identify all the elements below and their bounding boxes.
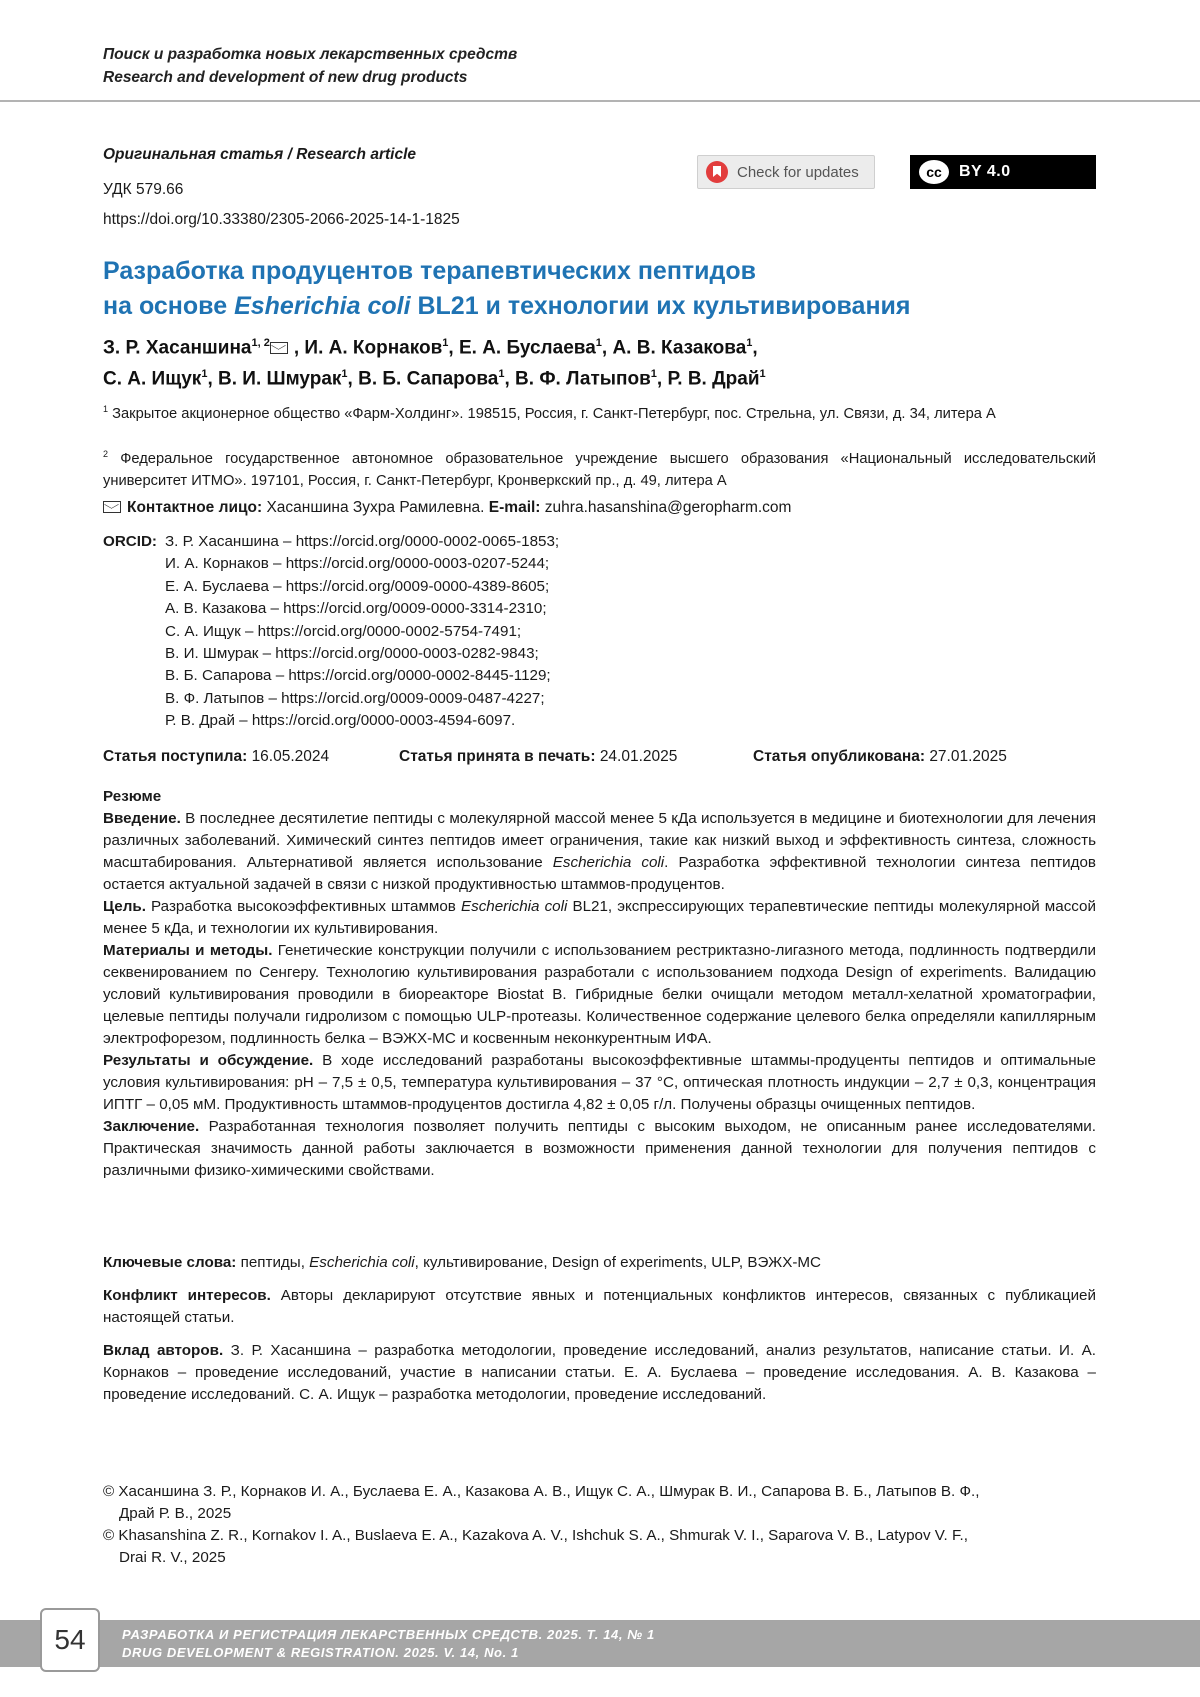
running-header xyxy=(103,43,517,89)
envelope-icon xyxy=(270,342,288,354)
abstract-conclusion xyxy=(103,1116,1096,1182)
author-list xyxy=(103,330,766,393)
section-text: В последнее десятилетие пептиды с молекулярной массой менее 5 кДа используется в медицине и биотехнологии для лечения различных заболеваний. Химический синтез пептидов имеет ограничения, такие как низкий выход и эффективность синтеза, сложность масштабирования. Альтернативой является использование xyxy=(103,810,1096,871)
affiliation-sup: 2 xyxy=(103,449,109,459)
contact-email[interactable]: zuhra.hasanshina@geropharm.com xyxy=(544,499,792,516)
author-contribution xyxy=(103,1340,1096,1406)
affiliation-1 xyxy=(103,398,1096,425)
section-label: Материалы и методы. xyxy=(103,942,273,959)
cc-license-badge[interactable] xyxy=(910,155,1096,189)
species-name: Escherichia coli xyxy=(309,1254,415,1271)
author-name: В. Б. Сапарова xyxy=(358,368,499,390)
orcid-entry[interactable]: Р. В. Драй – https://orcid.org/0000-0003-4594-6097. xyxy=(165,712,516,730)
creative-commons-icon: cc xyxy=(917,158,951,186)
orcid-entry[interactable]: В. Б. Сапарова – https://orcid.org/0000-0002-8445-1129; xyxy=(165,667,551,685)
author-affil-sup: 1 xyxy=(746,337,753,349)
author-affil-sup: 1 xyxy=(201,368,208,381)
species-name: Escherichia coli xyxy=(460,898,568,915)
section-label: Цель. xyxy=(103,898,146,915)
affiliation-2 xyxy=(103,443,1096,492)
header-divider xyxy=(0,100,1200,102)
section-text: В ходе исследований разработаны высокоэффективные штаммы-продуценты пептидов и оптимальные условия культивирования: pH – 7,5 ± 0,5, температура культивирования – 37 °С, оптическая плотность индукции – 2,7 ± 0,3, концентрация ИПТГ – 0,05 мМ. Продуктивность штаммов-продуцентов достигла 4,82 ± 0,05 г/л. Получены образцы очищенных пептидов. xyxy=(103,1052,1096,1113)
abstract-heading: Резюме xyxy=(103,788,162,805)
copyright-ru xyxy=(103,1481,1096,1525)
abstract xyxy=(103,786,1096,1182)
copyright-en xyxy=(103,1525,1096,1569)
keywords-text: пептиды, xyxy=(240,1254,310,1271)
title-text: на основе xyxy=(103,292,235,320)
footer-journal xyxy=(122,1626,655,1662)
contact-line xyxy=(103,499,791,517)
title-species: Esherichia coli xyxy=(234,292,411,320)
abstract-methods xyxy=(103,940,1096,1050)
affiliation-sup: 1 xyxy=(103,404,109,414)
orcid-entry[interactable]: В. И. Шмурак – https://orcid.org/0000-0003-0282-9843; xyxy=(165,645,539,663)
section-text: Разработка высокоэффективных штаммов xyxy=(151,898,461,915)
article-type: Оригинальная статья / Research article xyxy=(103,146,416,163)
email-label: E-mail: xyxy=(488,499,541,516)
orcid-label: ORCID: xyxy=(103,533,157,550)
author-line-1: З. Р. Хасаншина$^{1, 2}$ , И. А. Корнаков$^1$, Е. А. Буслаева$^1$, А. В. Казакова$^1$, xyxy=(103,337,758,359)
contact-label: Контактное лицо: xyxy=(127,499,263,516)
affiliation-text: Федеральное государственное автономное образовательное учреждение высшего образования «Национальный исследовательский университет ИТМО». 197101, Россия, г. Санкт-Петербург, Кронверкский пр., д. 49, литера А xyxy=(103,450,1096,489)
contact-name: Хасаншина Зухра Рамилевна. xyxy=(266,499,485,516)
udk-code: УДК 579.66 xyxy=(103,181,184,198)
author-affil-sup: 1 xyxy=(442,337,449,349)
author-affil-sup: 1 xyxy=(759,368,766,381)
abstract-introduction xyxy=(103,808,1096,896)
contribution-text: З. Р. Хасаншина – разработка методологии, проведение исследований, анализ результатов, написание статьи. И. А. Корнаков – проведение исследований, участие в написании статьи. Е. А. Буслаева – проведение исследования. А. В. Казакова – проведение исследований. С. А. Ищук – разработка методологии, проведение исследований. xyxy=(103,1342,1096,1403)
date-accepted-value: 24.01.2025 xyxy=(599,748,678,765)
running-header-en: Research and development of new drug products xyxy=(103,69,468,86)
date-received xyxy=(103,748,329,766)
author-name: З. Р. Хасаншина xyxy=(103,337,252,359)
check-for-updates-label: Check for updates xyxy=(737,163,859,181)
copyright-line: Drai R. V., 2025 xyxy=(119,1549,226,1566)
running-header-ru: Поиск и разработка новых лекарственных средств xyxy=(103,46,518,63)
conflict-of-interest xyxy=(103,1285,1096,1329)
orcid-entry[interactable]: Е. А. Буслаева – https://orcid.org/0009-0000-4389-8605; xyxy=(165,577,550,595)
affiliation-text: Закрытое акционерное общество «Фарм-Холдинг». 198515, Россия, г. Санкт-Петербург, пос. Стрельна, ул. Связи, д. 34, литера А xyxy=(112,405,996,422)
section-text: . Разработка эффективной технологии синтеза пептидов остается актуальной задачей в связи с низкой продуктивностью штаммов-продуцентов. xyxy=(103,854,1097,893)
copyright-line: © Хасаншина З. Р., Корнаков И. А., Буслаева Е. А., Казакова А. В., Ищук С. А., Шмурак В. И., Сапарова В. Б., Латыпов В. Ф., xyxy=(103,1483,980,1500)
conflict-text: Авторы декларируют отсутствие явных и потенциальных конфликтов интересов, связанных с публикацией настоящей статьи. xyxy=(103,1287,1096,1326)
bookmark-icon xyxy=(706,161,728,183)
envelope-icon xyxy=(103,501,121,513)
footer-journal-ru: РАЗРАБОТКА И РЕГИСТРАЦИЯ ЛЕКАРСТВЕННЫХ СРЕДСТВ. 2025. Т. 14, № 1 xyxy=(122,1627,655,1642)
date-published-value: 27.01.2025 xyxy=(929,748,1007,765)
keywords-label: Ключевые слова: xyxy=(103,1254,237,1271)
author-affil-sup: 1 xyxy=(595,337,602,349)
section-label: Заключение. xyxy=(103,1118,200,1135)
author-affil-sup: 1 xyxy=(341,368,348,381)
abstract-results xyxy=(103,1050,1096,1116)
footer-journal-en: DRUG DEVELOPMENT & REGISTRATION. 2025. V. 14, No. 1 xyxy=(122,1645,519,1660)
keywords xyxy=(103,1252,1096,1274)
article-title xyxy=(103,254,911,324)
orcid-entry[interactable]: В. Ф. Латыпов – https://orcid.org/0009-0009-0487-4227; xyxy=(165,689,545,707)
orcid-entry[interactable]: С. А. Ищук – https://orcid.org/0000-0002-5754-7491; xyxy=(165,622,522,640)
copyright-line: © Khasanshina Z. R., Kornakov I. A., Buslaeva E. A., Kazakova A. V., Ishchuk S. A., Shmurak V. I., Saparova V. B., Latypov V. F., xyxy=(103,1527,968,1544)
author-name: В. И. Шмурак xyxy=(218,368,342,390)
section-label: Результаты и обсуждение. xyxy=(103,1052,314,1069)
date-received-value: 16.05.2024 xyxy=(251,748,330,765)
title-text: BL21 и технологии их культивирования xyxy=(410,292,911,320)
orcid-entry[interactable]: А. В. Казакова – https://orcid.org/0009-0000-3314-2310; xyxy=(165,600,547,618)
author-name: В. Ф. Латыпов xyxy=(515,368,651,390)
section-text: Разработанная технология позволяет получить пептиды с высоким выходом, не описанным ранее исследователями. Практическая значимость данной работы заключается в возможности применения данной технологии для получения пептидов с различными физико-химическими свойствами. xyxy=(103,1118,1096,1179)
check-for-updates-button[interactable] xyxy=(697,155,875,189)
section-label: Введение. xyxy=(103,810,181,827)
author-affil-sup: 1, 2 xyxy=(251,337,270,349)
title-line-2 xyxy=(103,289,911,324)
species-name: Escherichia coli xyxy=(552,854,665,871)
author-affil-sup: 1 xyxy=(498,368,505,381)
date-published xyxy=(753,748,1007,766)
license-label: BY 4.0 xyxy=(959,163,1011,180)
title-line-1: Разработка продуцентов терапевтических пептидов xyxy=(103,257,757,285)
author-name: С. А. Ищук xyxy=(103,368,202,390)
abstract-aim xyxy=(103,896,1096,940)
author-name: А. В. Казакова xyxy=(612,337,747,359)
author-line-2: С. А. Ищук$^1$, В. И. Шмурак$^1$, В. Б. Сапарова$^1$, В. Ф. Латыпов$^1$, Р. В. Драй$^1$ xyxy=(103,368,766,390)
orcid-entry[interactable]: И. А. Корнаков – https://orcid.org/0000-0003-0207-5244; xyxy=(165,555,550,573)
keywords-text: , культивирование, Design of experiments, ULP, ВЭЖХ-МС xyxy=(414,1254,822,1271)
date-accepted xyxy=(399,748,677,766)
date-published-label: Статья опубликована: xyxy=(753,748,925,765)
orcid-list xyxy=(165,531,559,733)
copyright-line: Драй Р. В., 2025 xyxy=(119,1505,232,1522)
date-accepted-label: Статья принята в печать: xyxy=(399,748,596,765)
doi-link[interactable]: https://doi.org/10.33380/2305-2066-2025-14-1-1825 xyxy=(103,211,460,228)
date-received-label: Статья поступила: xyxy=(103,748,248,765)
author-name: Е. А. Буслаева xyxy=(458,337,596,359)
conflict-label: Конфликт интересов. xyxy=(103,1287,271,1304)
section-text: BL21, экспрессирующих терапевтические пептиды молекулярной массой менее 5 кДа, и технологии их культивирования. xyxy=(103,898,1096,937)
contribution-label: Вклад авторов. xyxy=(103,1342,224,1359)
author-name: Р. В. Драй xyxy=(667,368,760,390)
page-number: 54 xyxy=(40,1608,100,1672)
author-affil-sup: 1 xyxy=(650,368,657,381)
author-name: И. А. Корнаков xyxy=(304,337,443,359)
section-text: Генетические конструкции получили с использованием рестриктазно-лигазного метода, подлинность подтвердили секвенированием по Сенгеру. Технологию культивирования разработали с использованием подхода Design of experiments. Валидацию условий культивирования проводили в биореакторе Biostat B. Гибридные белки очищали методом металл-хелатной хроматографии, целевые пептиды получали гидролизом с помощью ULP-протеазы. Количественное содержание целевого белка определяли капиллярным электрофорезом, подлинность белка – ВЭЖХ-МС и косвенным неконкурентным ИФА. xyxy=(103,942,1097,1047)
orcid-entry[interactable]: З. Р. Хасаншина – https://orcid.org/0000-0002-0065-1853; xyxy=(165,533,560,550)
